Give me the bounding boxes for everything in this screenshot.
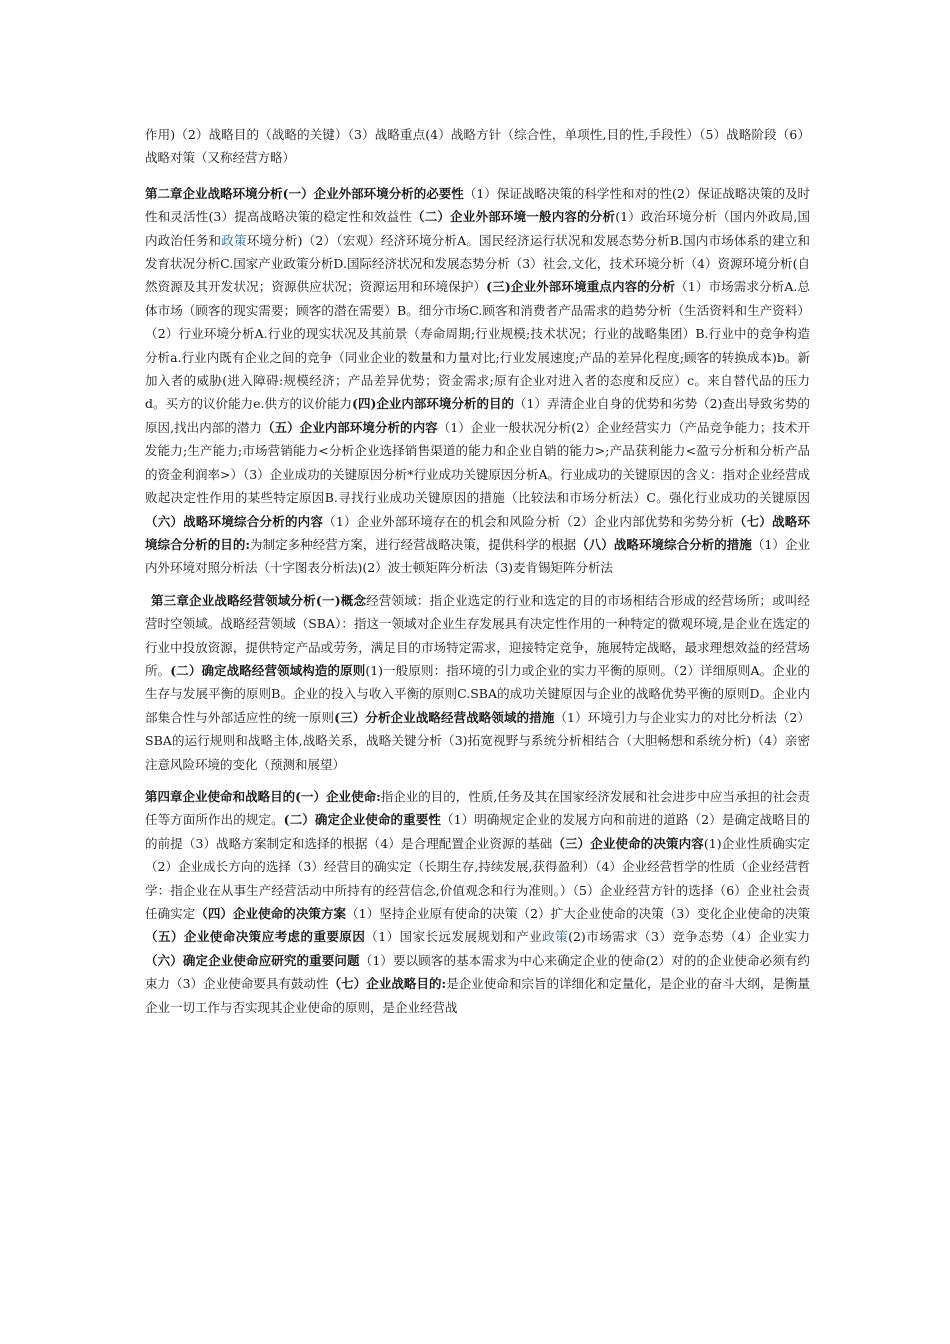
intro-paragraph: 作用)（2）战略目的（战略的关键）（3）战略重点(4）战略方针（综合性，单项性,目的性,手段性）（5）战略阶段（6）战略对策（又称经营方略） [145, 127, 810, 166]
section-heading: 第四章企业使命和战略目的(一）企业使命: [145, 788, 381, 804]
section-heading: 第二章企业战略环境分析(一）企业外部环境分析的必要性 [145, 185, 464, 201]
section-heading: (四)企业内部环境分析的目的 [352, 396, 514, 412]
body-text: （1）企业外部环境存在的机会和风险分析（2）企业内部优势和劣势分析 [323, 513, 734, 529]
body-text: （1）明确规定企业的发展方向和前进的道路（2）是确定战略目的的前提（3）战略方案制定和选择的根据（4）是合理配置企业资源的基础 [145, 812, 810, 851]
body-text: 环境分析)（2）（宏观）经济环境分析A。国民经济运行状况和发展态势分析B.国内市场体系的建立和发育状况分析C.国家产业政策分析D.国际经济状况和发展态势分析（3）社会,文化，技术环境分析（4）资源环境分析(自然资源及其开发状况；资源供应状况；资源运用和环境保护） [145, 232, 810, 295]
body-text: 指企业的目的，性质,任务及其在国家经济发展和社会进步中应当承担的社会责任等方面所作出的规定。 [145, 788, 810, 828]
section-heading: （五）企业使命决策应考虑的重要原因 [145, 929, 366, 945]
body-text: （1）要以顾客的基本需求为中心来确定企业的使命(2）对的的企业使命必须有约束力（3）企业使命要具有鼓动性 [145, 952, 810, 992]
body-text: (1）政治环境分析（国内外政局,国内政治任务和 [145, 209, 810, 248]
section-heading: 第三章企业战略经营领域分析(一)概念 [151, 592, 367, 608]
section-heading: （三）企业使命的决策内容 [552, 835, 704, 851]
section-heading: （八）战略环境综合分析的措施 [576, 536, 752, 552]
document-page [145, 123, 810, 1028]
section-heading: （七）企业战略目的: [328, 976, 447, 992]
policy-link[interactable]: 政策 [221, 232, 247, 248]
body-text: (1)企业性质确实定（2）企业成长方向的选择（3）经营目的确实定（长期生存,持续发展,获得盈利）（4）企业经营哲学的性质（企业经营哲学：指企业在从事生产经营活动中所持有的经营信念,价值观念和行为准则。）（5）企业经营方针的选择（6）企业社会责任确实定 [145, 835, 810, 921]
body-text: （1）企业一般状况分析(2）企业经营实力（产品竞争能力；技术开发能力;生产能力;市场营销能力<分析企业选择销售渠道的能力和企业自销的能力>;产品获利能力<盈亏分析和分析产品的资金利润率>）（3）企业成功的关键原因分析*行业成功关键原因分析A。行业成功的关键原因的含义：指对企业经营成败起决定性作用的某些特定原因B.寻找行业成功关键原因的措施（比较法和市场分析法）C。强化行业成功的关键原因 [145, 419, 810, 506]
section-heading: (三）分析企业战略经营战略领域的措施 [334, 709, 555, 725]
body-text: （1）弄清企业自身的优势和劣势（2)查出导致劣势的原因,找出内部的潜力 [145, 396, 810, 435]
section-heading: （四）企业使命的决策方案 [195, 906, 347, 921]
body-text: （1）国家长远发展规划和产业 [365, 929, 543, 945]
section-heading: （七）战略环境综合分析的目的: [145, 513, 810, 552]
section-heading: (三)企业外部环境重点内容的分析 [486, 279, 676, 295]
section-heading: （六）确定企业使命应研究的重要问题 [145, 952, 360, 968]
body-text: （1）企业内外环境对照分析法（十字图表分析法)(2）波士顿矩阵分析法（3)麦肯锡矩阵分析法 [145, 536, 810, 576]
body-text: （1）环境引力与企业实力的对比分析法（2）SBA的运行规则和战略主体,战略关系，战略关键分析（3)拓宽视野与系统分析相结合（大胆畅想和系统分析)（4）亲密注意风险环境的变化（预测和展望） [145, 709, 810, 772]
body-text: 是企业使命和宗旨的详细化和定量化，是企业的奋斗大纲，是衡量企业一切工作与否实现其企业使命的原则，是企业经营战 [145, 976, 810, 1015]
section-heading: （六）战略环境综合分析的内容 [145, 513, 324, 529]
section-heading: (二）确定企业使命的重要性 [283, 812, 441, 828]
section-heading: （二）企业外部环境一般内容的分析 [412, 209, 616, 225]
body-text: 经营领域：指企业选定的行业和选定的目的市场相结合形成的经营场所；或叫经营时空领域。战略经营领域（SBA）：指这一领域对企业生存发展具有决定性作用的一种特定的微观环境,是企业在选定的行业中投放资源，提供特定产品或劳务，满足目的市场特定需求，迎接特定竞争，施展特定战略，最求理想效益的经营场所。 [145, 592, 810, 678]
body-text: (1)一般原则：指环境的引力或企业的实力平衡的原则。（2）详细原则A。企业的生存与发展平衡的原则B。企业的投入与收入平衡的原则C.SBA的成功关键原因与企业的战略优势平衡的原则D。企业内部集合性与外部适应性的统一原则 [145, 662, 810, 725]
body-text: （1）保证战略决策的科学性和对的性(2）保证战略决策的及时性和灵活性(3）提高战略决策的稳定性和效益性 [145, 185, 810, 225]
chapter3-paragraph [145, 589, 810, 776]
body-text: （1）坚持企业原有使命的决策（2）扩大企业使命的决策（3）变化企业使命的决策 [346, 906, 810, 921]
chapter2-paragraph [145, 182, 810, 580]
body-text: 为制定多种经营方案，进行经营战略决策，提供科学的根据 [249, 536, 577, 552]
body-text: (2)市场需求（3）竞争态势（4）企业实力 [568, 929, 810, 945]
policy-link[interactable]: 政策 [542, 929, 569, 945]
chapter4-paragraph [145, 785, 810, 1019]
body-text: （1）市场需求分析A.总体市场（顾客的现实需要；顾客的潜在需要）B。细分市场C.顾客和消费者产品需求的趋势分析（生活资料和生产资料）（2）行业环境分析A.行业的现实状况及其前景（寿命周期;行业规模;技术状况；行业的战略集团）B.行业中的竞争构造分析a.行业内既有企业之间的竞争（同业企业的数量和力量对比;行业发展速度;产品的差异化程度;顾客的转换成本)b。新加入者的威胁(进入障碍:规模经济；产品差异优势；资金需求;原有企业对进入者的态度和反应）c。来自替代品的压力d。买方的议价能力e.供方的议价能力 [145, 279, 810, 412]
section-heading: （五）企业内部环境分析的内容 [261, 419, 438, 435]
section-heading: (二）确定战略经营领域构造的原则 [170, 662, 366, 678]
